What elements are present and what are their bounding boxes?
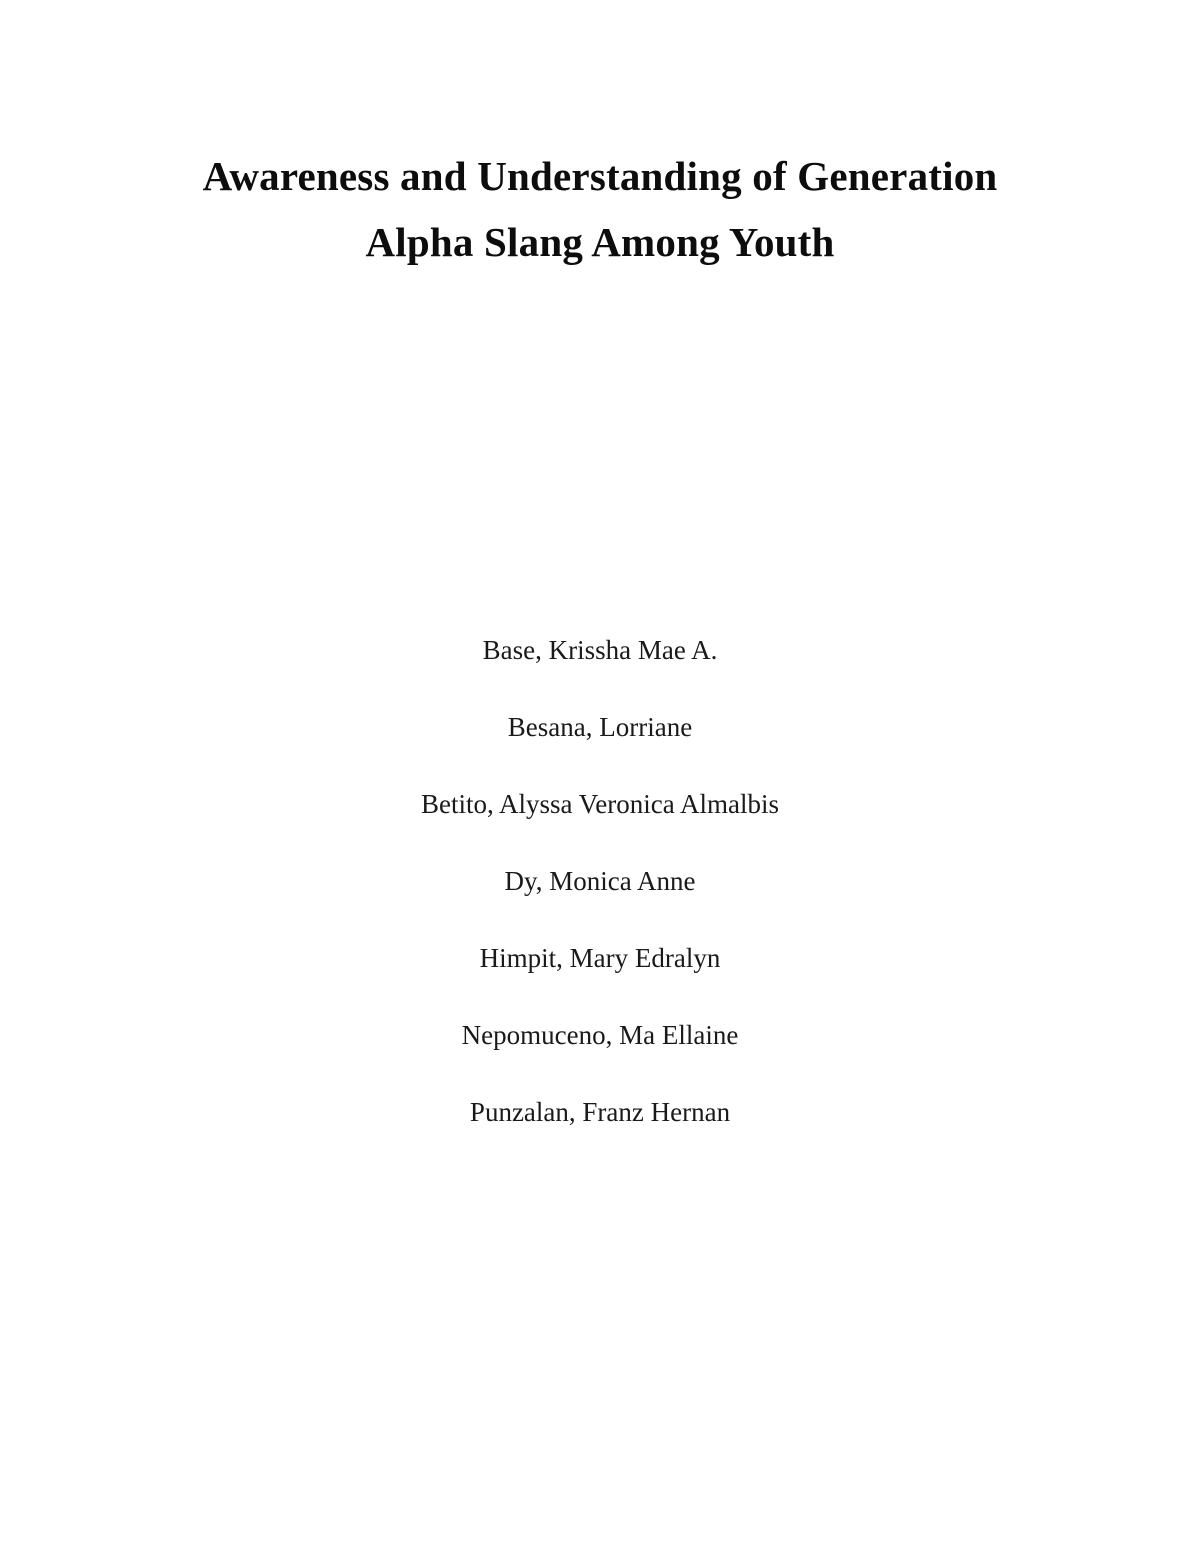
title-line-2: Alpha Slang Among Youth	[365, 219, 835, 265]
title-line-1: Awareness and Understanding of Generation	[202, 153, 998, 199]
author-name: Dy, Monica Anne	[504, 866, 696, 896]
author-name: Himpit, Mary Edralyn	[479, 943, 721, 973]
author-list	[0, 628, 1200, 1167]
document-title	[0, 143, 1200, 275]
author-name: Nepomuceno, Ma Ellaine	[461, 1020, 739, 1050]
author-name: Betito, Alyssa Veronica Almalbis	[421, 789, 779, 819]
author-name: Besana, Lorriane	[507, 712, 693, 742]
author-name: Base, Krissha Mae A.	[482, 635, 718, 665]
author-name: Punzalan, Franz Hernan	[469, 1097, 731, 1127]
